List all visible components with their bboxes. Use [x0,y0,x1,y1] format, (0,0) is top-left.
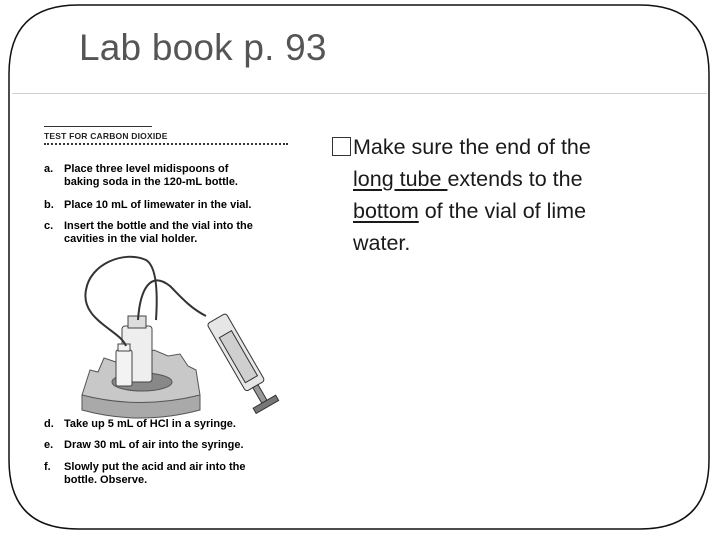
step-letter: d. [44,418,54,430]
underlined-text-long-tube: long tube [353,167,448,191]
step-text: Place 10 mL of limewater in the vial. [64,199,252,211]
step-text [64,461,294,487]
instructions-heading: TEST FOR CARBON DIOXIDE [44,131,288,145]
step-line: baking soda in the 120-mL bottle. [64,176,238,188]
checkbox-bullet-icon [332,137,351,156]
step-letter: c. [44,220,54,232]
underlined-text-bottom: bottom [353,199,419,223]
step-letter: a. [44,163,54,175]
bullet-line [332,227,662,259]
bullet-text: water. [353,231,411,255]
step-text: Take up 5 mL of HCl in a syringe. [64,418,236,430]
syringe [205,312,279,413]
small-bottle [116,344,132,386]
step-line: Insert the bottle and the vial into the [64,220,253,232]
bullet-text: extends to the [447,167,583,191]
bullet-line [332,163,662,195]
step-line: Place three level midispoons of [64,163,229,175]
title-divider [12,93,707,94]
step-letter: b. [44,199,54,211]
bullet-line [332,131,662,163]
apparatus-illustration [60,250,280,420]
bullet-point [332,131,662,259]
bullet-text: Make sure the end of the [353,135,591,159]
step-line: cavities in the vial holder. [64,233,198,245]
heading-rule [44,126,152,127]
lab-instructions-figure [44,126,294,145]
step-text [64,220,294,246]
step-line: bottle. Observe. [64,474,148,486]
step-text [64,163,294,189]
slide-title: Lab book p. 93 [79,27,327,68]
bullet-text: of the vial of lime [418,199,587,223]
step-letter: f. [44,461,51,473]
step-letter: e. [44,439,54,451]
step-line: Slowly put the acid and air into the [64,461,246,473]
bullet-line [332,195,662,227]
step-text: Draw 30 mL of air into the syringe. [64,439,244,451]
